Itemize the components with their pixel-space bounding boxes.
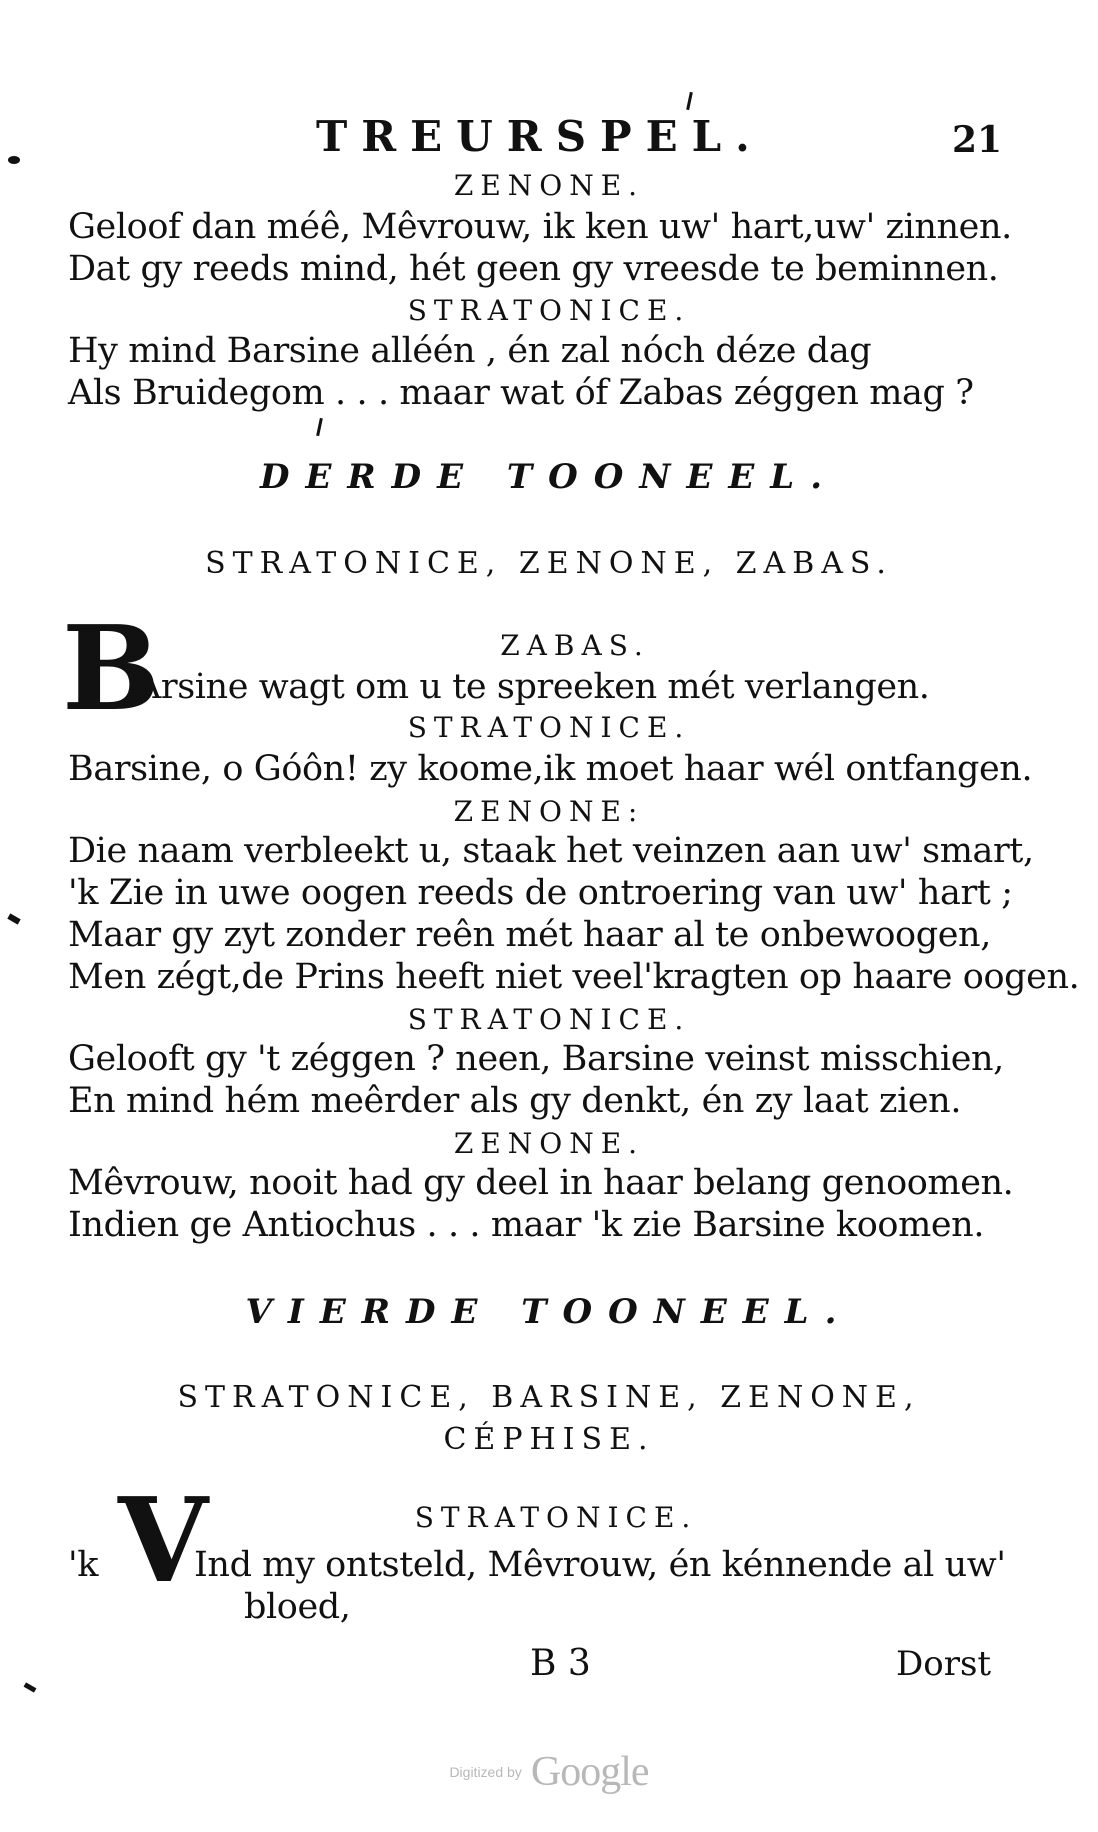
- running-head: TREURSPEL.: [316, 112, 764, 161]
- cast-list: STRATONICE, ZENONE, ZABAS.: [205, 546, 893, 581]
- catchword: Dorst: [896, 1644, 992, 1684]
- verse-line: Als Bruidegom . . . maar wat óf Zabas zéggen mag ?: [68, 373, 974, 413]
- drop-cap-prefix: 'k: [68, 1545, 99, 1585]
- printer-signature: B 3: [530, 1643, 591, 1684]
- verse-line: Geloof dan méê, Mêvrouw, ik ken uw' hart,uw' zinnen.: [68, 207, 1012, 247]
- verse-line: Barsine, o Góôn! zy koome,ik moet haar wél ontfangen.: [68, 749, 1033, 789]
- speaker-stratonice: STRATONICE.: [407, 711, 691, 744]
- verse-line: Maar gy zyt zonder reên mét haar al te onbewoogen,: [68, 915, 991, 955]
- speaker-zenone: ZENONE:: [453, 795, 645, 828]
- digitization-footer: [0, 1748, 1098, 1796]
- speaker-zenone: ZENONE.: [453, 169, 645, 202]
- verse-line: Mêvrouw, nooit had gy deel in haar belang genoomen.: [68, 1163, 1014, 1203]
- ink-mark: [686, 92, 693, 110]
- speaker-stratonice: STRATONICE.: [407, 294, 691, 327]
- scene-heading: VIERDE TOONEEL.: [245, 1292, 853, 1332]
- verse-line: bloed,: [244, 1587, 351, 1627]
- drop-cap-v: V: [118, 1473, 209, 1609]
- drop-cap-b: B: [62, 601, 161, 737]
- ink-mark: [316, 418, 323, 436]
- verse-line: Die naam verbleekt u, staak het veinzen aan uw' smart,: [68, 831, 1034, 871]
- ink-mark: [8, 156, 20, 164]
- scene-heading: DERDE TOONEEL.: [259, 457, 839, 497]
- verse-line: Ind my ontsteld, Mêvrouw, én kénnende al uw': [194, 1545, 1006, 1585]
- speaker-zenone: ZENONE.: [453, 1127, 645, 1160]
- page-number: 21: [952, 119, 1003, 161]
- verse-line: En mind hém meêrder als gy denkt, én zy laat zien.: [68, 1081, 962, 1121]
- cast-list: CÉPHISE.: [443, 1422, 655, 1457]
- verse-line: Arsine wagt om u te spreeken mét verlangen.: [136, 667, 930, 707]
- verse-line: Men zégt,de Prins heeft niet veel'kragten op haare oogen.: [68, 957, 1080, 997]
- cast-list: STRATONICE, BARSINE, ZENONE,: [177, 1380, 921, 1415]
- digitized-by-label: Digitized by: [449, 1764, 522, 1780]
- verse-line: Indien ge Antiochus . . . maar 'k zie Barsine koomen.: [68, 1205, 985, 1245]
- ink-mark: [24, 1682, 37, 1692]
- verse-line: Dat gy reeds mind, hét geen gy vreesde te beminnen.: [68, 249, 999, 289]
- speaker-zabas: ZABAS.: [500, 629, 650, 662]
- speaker-stratonice: STRATONICE.: [407, 1003, 691, 1036]
- speaker-stratonice: STRATONICE.: [414, 1501, 698, 1534]
- google-logo: Google: [530, 1749, 649, 1795]
- ink-mark: [7, 913, 20, 924]
- verse-line: 'k Zie in uwe oogen reeds de ontroering van uw' hart ;: [68, 873, 1013, 913]
- verse-line: Gelooft gy 't zéggen ? neen, Barsine veinst misschien,: [68, 1039, 1004, 1079]
- verse-line: Hy mind Barsine alléén , én zal nóch déze dag: [68, 331, 872, 371]
